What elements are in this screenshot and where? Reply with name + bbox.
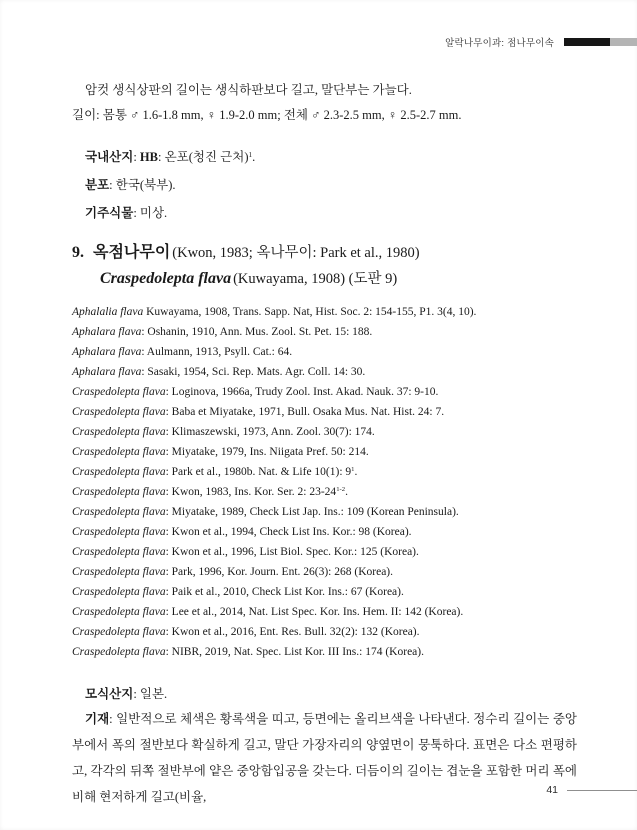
species-scientific-name: Craspedolepta flava xyxy=(100,270,232,287)
cited-species-name: Craspedolepta flava xyxy=(72,606,166,618)
citation-text: : Oshanin, 1910, Ann. Mus. Zool. St. Pet. 15: 188. xyxy=(141,326,373,338)
citation-text: : Park et al., 1980b. Nat. & Life 10(1): 9 xyxy=(165,466,352,478)
citation-row xyxy=(72,502,577,522)
cited-species-name: Craspedolepta flava xyxy=(72,466,166,478)
citation-row xyxy=(72,602,577,622)
citation-row xyxy=(72,422,577,442)
footer-rule xyxy=(567,790,637,791)
locality-region-code: HB xyxy=(139,150,158,164)
type-locality-text: : 일본. xyxy=(133,687,168,701)
running-head-gray-bar xyxy=(610,38,637,46)
citation-row xyxy=(72,622,577,642)
cited-species-name: Aphalalia flava xyxy=(72,306,144,318)
citation-row xyxy=(72,582,577,602)
cited-species-name: Craspedolepta flava xyxy=(72,546,166,558)
cited-species-name: Craspedolepta flava xyxy=(72,486,166,498)
info-block xyxy=(72,143,577,227)
species-heading-line1 xyxy=(72,240,577,266)
citation-text: : Klimaszewski, 1973, Ann. Zool. 30(7): 174. xyxy=(165,426,375,438)
cited-species-name: Craspedolepta flava xyxy=(72,566,166,578)
running-head-label: 알락나무이과: 점나무이속 xyxy=(445,38,554,49)
page-footer xyxy=(546,784,637,796)
intro-line-genitalia: 암컷 생식상판의 길이는 생식하판보다 길고, 말단부는 가늘다. xyxy=(85,83,412,97)
citation-row xyxy=(72,642,577,662)
citation-row xyxy=(72,522,577,542)
citation-end: . xyxy=(354,466,358,478)
synonymy-list xyxy=(72,302,577,662)
info-line-distribution xyxy=(72,171,577,199)
citation-row xyxy=(72,562,577,582)
citation-row xyxy=(72,362,577,382)
citation-text: : Kwon et al., 1994, Check List Ins. Kor.: 98 (Korea). xyxy=(165,526,412,538)
type-locality-line xyxy=(72,682,577,706)
page-number: 41 xyxy=(546,784,558,796)
intro-paragraphs xyxy=(72,78,577,128)
citation-text: : Lee et al., 2014, Nat. List Spec. Kor. Ins. Hem. II: 142 (Korea). xyxy=(165,606,464,618)
description-paragraph xyxy=(72,706,577,810)
citation-row xyxy=(72,342,577,362)
citation-text: Kuwayama, 1908, Trans. Sapp. Nat, Hist. Soc. 2: 154-155, P1. 3(4, 10). xyxy=(143,306,477,318)
description-label: 기재 xyxy=(85,712,110,726)
cited-species-name: Craspedolepta flava xyxy=(72,586,166,598)
citation-row xyxy=(72,462,577,482)
intro-line-measurements: 길이: 몸통 ♂ 1.6-1.8 mm, ♀ 1.9-2.0 mm; 전체 ♂ 2.3-2.5 mm, ♀ 2.5-2.7 mm. xyxy=(72,108,462,122)
citation-text: : Kwon et al., 2016, Ent. Res. Bull. 32(2): 132 (Korea). xyxy=(165,626,420,638)
citation-row xyxy=(72,542,577,562)
cited-species-name: Craspedolepta flava xyxy=(72,506,166,518)
cited-species-name: Craspedolepta flava xyxy=(72,626,166,638)
running-head xyxy=(445,35,637,49)
locality-label: 국내산지 xyxy=(85,150,134,164)
citation-text: : Kwon, 1983, Ins. Kor. Ser. 2: 23-24 xyxy=(165,486,337,498)
info-line-host-plant xyxy=(72,199,577,227)
cited-species-name: Aphalara flava xyxy=(72,346,142,358)
cited-species-name: Craspedolepta flava xyxy=(72,386,166,398)
cited-species-name: Aphalara flava xyxy=(72,326,142,338)
info-line-locality xyxy=(72,143,577,171)
footnote-ref: 1-2 xyxy=(336,486,346,494)
species-heading xyxy=(72,240,577,292)
citation-end: . xyxy=(345,486,348,498)
species-number: 9. xyxy=(72,244,84,261)
host-plant-label: 기주식물 xyxy=(85,206,134,220)
page-content xyxy=(72,78,577,810)
description-text: : 일반적으로 체색은 황록색을 띠고, 등면에는 올리브색을 나타낸다. 정수리 길이는 중앙부에서 폭의 절반보다 확실하게 길고, 말단 가장자리의 양옆면이 뭉툭하다. 표면은 다소 편평하고, 각각의 뒤쪽 절반부에 얕은 중앙함입공을 갖는다. 더듬이의 길이는 겹눈을 포함한 머리 폭에 비해 현저하게 길고(비율, xyxy=(72,712,577,804)
species-sci-authority: (Kuwayama, 1908) (도판 9) xyxy=(233,271,398,287)
citation-text: : Miyatake, 1989, Check List Jap. Ins.: 109 (Korean Peninsula). xyxy=(165,506,459,518)
citation-text: : Paik et al., 2010, Check List Kor. Ins.: 67 (Korea). xyxy=(165,586,404,598)
citation-row xyxy=(72,482,577,502)
species-heading-line2 xyxy=(100,266,577,292)
citation-text: : Miyatake, 1979, Ins. Niigata Pref. 50: 214. xyxy=(165,446,369,458)
distribution-text: : 한국(북부). xyxy=(109,178,176,192)
cited-species-name: Aphalara flava xyxy=(72,366,142,378)
cited-species-name: Craspedolepta flava xyxy=(72,526,166,538)
cited-species-name: Craspedolepta flava xyxy=(72,406,166,418)
citation-row xyxy=(72,382,577,402)
citation-text: : Sasaki, 1954, Sci. Rep. Mats. Agr. Coll. 14: 30. xyxy=(141,366,366,378)
locality-text: : 온포(청진 근처) xyxy=(157,150,249,164)
host-plant-text: : 미상. xyxy=(133,206,168,220)
citation-text: : Baba et Miyatake, 1971, Bull. Osaka Mus. Nat. Hist. 24: 7. xyxy=(165,406,445,418)
citation-text: : NIBR, 2019, Nat. Spec. List Kor. III Ins.: 174 (Korea). xyxy=(165,646,424,658)
running-head-black-bar xyxy=(564,38,610,46)
cited-species-name: Craspedolepta flava xyxy=(72,646,166,658)
citation-row xyxy=(72,402,577,422)
locality-end: . xyxy=(252,150,256,164)
distribution-label: 분포 xyxy=(85,178,110,192)
citation-row xyxy=(72,302,577,322)
species-authority: (Kwon, 1983; 옥나무이: Park et al., 1980) xyxy=(172,245,420,261)
footnote-ref: 1 xyxy=(351,466,355,474)
citation-text: : Aulmann, 1913, Psyll. Cat.: 64. xyxy=(141,346,293,358)
species-korean-name: 옥점나무이 xyxy=(93,244,171,261)
citation-text: : Loginova, 1966a, Trudy Zool. Inst. Akad. Nauk. 37: 9-10. xyxy=(165,386,439,398)
footnote-ref: 1 xyxy=(248,151,253,160)
cited-species-name: Craspedolepta flava xyxy=(72,426,166,438)
citation-text: : Park, 1996, Kor. Journ. Ent. 26(3): 268 (Korea). xyxy=(165,566,393,578)
citation-row xyxy=(72,442,577,462)
citation-text: : Kwon et al., 1996, List Biol. Spec. Kor.: 125 (Korea). xyxy=(165,546,419,558)
type-locality-block xyxy=(72,682,577,706)
type-locality-label: 모식산지 xyxy=(85,687,134,701)
locality-sep: : xyxy=(133,150,140,164)
cited-species-name: Craspedolepta flava xyxy=(72,446,166,458)
citation-row xyxy=(72,322,577,342)
